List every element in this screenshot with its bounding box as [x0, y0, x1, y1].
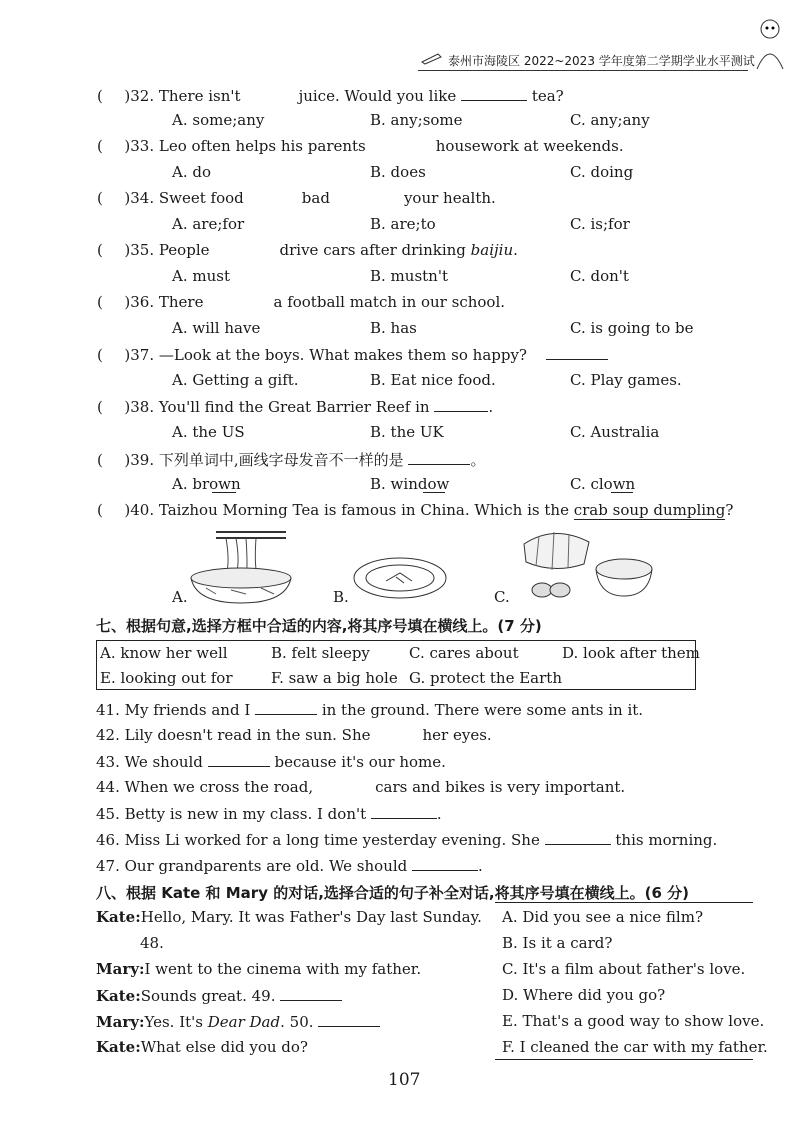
- question-37: ( )37. —Look at the boys. What makes them so happy?: [97, 345, 608, 364]
- answer-blank[interactable]: [371, 804, 437, 819]
- answer-blank[interactable]: [208, 752, 270, 767]
- q34-opt-a[interactable]: A. are;for: [172, 215, 245, 233]
- dialog-line-1: Kate:Hello, Mary. It was Father's Day last Sunday.: [96, 908, 482, 926]
- dialog-line-5: Mary:Yes. It's Dear Dad. 50.: [96, 1012, 380, 1031]
- q35-opt-c[interactable]: C. don't: [570, 267, 629, 285]
- option-d: D. Where did you go?: [502, 986, 666, 1004]
- underline-mark-a: [212, 492, 236, 493]
- q38-opt-a[interactable]: A. the US: [172, 423, 245, 441]
- header-line: [418, 70, 748, 71]
- q38-opt-c[interactable]: C. Australia: [570, 423, 660, 441]
- option-f: F. I cleaned the car with my father.: [502, 1038, 768, 1056]
- question-40: ( )40. Taizhou Morning Tea is famous in China. Which is the crab soup dumpling?: [97, 501, 734, 519]
- item-43: 43. We should because it's our home.: [96, 753, 446, 771]
- pencil-icon: [420, 50, 444, 66]
- q32-opt-c[interactable]: C. any;any: [570, 111, 650, 129]
- q35-opt-a[interactable]: A. must: [172, 267, 230, 285]
- bread-porridge-image: [514, 524, 654, 606]
- q32-opt-b[interactable]: B. any;some: [370, 111, 463, 129]
- dialog-line-4: Kate:Sounds great. 49.: [96, 986, 342, 1005]
- question-32: ( )32. There isn't juice. Would you like tea?: [97, 87, 564, 105]
- section-8-title: 八、根据 Kate 和 Mary 的对话,选择合适的句子补全对话,将其序号填在横线上。(6 分): [96, 884, 689, 902]
- answer-blank[interactable]: [255, 700, 317, 715]
- box-option-f: F. saw a big hole: [271, 669, 398, 687]
- q37-opt-c[interactable]: C. Play games.: [570, 371, 682, 389]
- dumpling-plate-image: [352, 555, 448, 601]
- item-42: 42. Lily doesn't read in the sun. She her eyes.: [96, 726, 492, 744]
- box-option-d: D. look after them: [562, 644, 700, 662]
- q40-opt-a[interactable]: A.: [172, 588, 188, 606]
- option-c: C. It's a film about father's love.: [502, 960, 746, 978]
- page-number: 107: [388, 1070, 421, 1090]
- question-38: ( )38. You'll find the Great Barrier Reef in .: [97, 398, 494, 416]
- q32-opt-a[interactable]: A. some;any: [172, 111, 265, 129]
- answer-blank[interactable]: [461, 86, 527, 101]
- dialog-line-2: 48.: [140, 934, 164, 952]
- box-option-a: A. know her well: [100, 644, 228, 662]
- q35-opt-b[interactable]: B. mustn't: [370, 267, 448, 285]
- answer-blank[interactable]: [408, 450, 470, 465]
- option-b: B. Is it a card?: [502, 934, 613, 952]
- q40-opt-b[interactable]: B.: [333, 588, 349, 606]
- question-34: ( )34. Sweet food bad your health.: [97, 189, 496, 207]
- dialog-line-6: Kate:What else did you do?: [96, 1038, 308, 1056]
- answer-blank[interactable]: [546, 345, 608, 360]
- q34-opt-c[interactable]: C. is;for: [570, 215, 630, 233]
- answer-blank[interactable]: [280, 986, 342, 1001]
- q39-opt-c[interactable]: C. clown: [570, 475, 636, 493]
- item-41: 41. My friends and I in the ground. There were some ants in it.: [96, 701, 644, 719]
- question-35: ( )35. People drive cars after drinking baijiu.: [97, 241, 518, 259]
- section-7-title: 七、根据句意,选择方框中合适的内容,将其序号填在横线上。(7 分): [96, 617, 542, 635]
- q36-opt-a[interactable]: A. will have: [172, 319, 261, 337]
- q40-opt-c[interactable]: C.: [494, 588, 510, 606]
- q37-opt-b[interactable]: B. Eat nice food.: [370, 371, 496, 389]
- item-45: 45. Betty is new in my class. I don't .: [96, 805, 442, 823]
- answer-blank[interactable]: [434, 397, 488, 412]
- question-33: ( )33. Leo often helps his parents housework at weekends.: [97, 137, 624, 155]
- q39-opt-b[interactable]: B. window: [370, 475, 450, 493]
- box-option-c: C. cares about: [409, 644, 519, 662]
- q36-opt-b[interactable]: B. has: [370, 319, 417, 337]
- mascot-icon: [745, 14, 795, 74]
- noodle-bowl-image: [186, 528, 296, 608]
- option-a: A. Did you see a nice film?: [502, 908, 703, 926]
- underline-mark-c: [611, 492, 633, 493]
- q36-opt-c[interactable]: C. is going to be: [570, 319, 694, 337]
- question-36: ( )36. There a football match in our school.: [97, 293, 506, 311]
- box-option-e: E. looking out for: [100, 669, 233, 687]
- item-47: 47. Our grandparents are old. We should .: [96, 857, 483, 875]
- answer-blank[interactable]: [318, 1012, 380, 1027]
- option-e: E. That's a good way to show love.: [502, 1012, 765, 1030]
- header-title: 泰州市海陵区 2022~2023 学年度第二学期学业水平测试: [448, 54, 755, 68]
- dialog-line-3: Mary:I went to the cinema with my father.: [96, 960, 422, 978]
- answer-blank[interactable]: [412, 856, 478, 871]
- q39-opt-a[interactable]: A. brown: [172, 475, 241, 493]
- item-46: 46. Miss Li worked for a long time yesterday evening. She this morning.: [96, 831, 718, 849]
- box-option-g: G. protect the Earth: [409, 669, 562, 687]
- box-option-b: B. felt sleepy: [271, 644, 370, 662]
- question-39: ( )39. 下列单词中,画线字母发音不一样的是 。: [97, 451, 486, 469]
- q34-opt-b[interactable]: B. are;to: [370, 215, 436, 233]
- q33-opt-a[interactable]: A. do: [172, 163, 212, 181]
- q33-opt-c[interactable]: C. doing: [570, 163, 634, 181]
- q38-opt-b[interactable]: B. the UK: [370, 423, 444, 441]
- answer-blank[interactable]: [545, 830, 611, 845]
- q37-opt-a[interactable]: A. Getting a gift.: [172, 371, 299, 389]
- q33-opt-b[interactable]: B. does: [370, 163, 426, 181]
- item-44: 44. When we cross the road, cars and bikes is very important.: [96, 778, 626, 796]
- underline-mark-b: [423, 492, 445, 493]
